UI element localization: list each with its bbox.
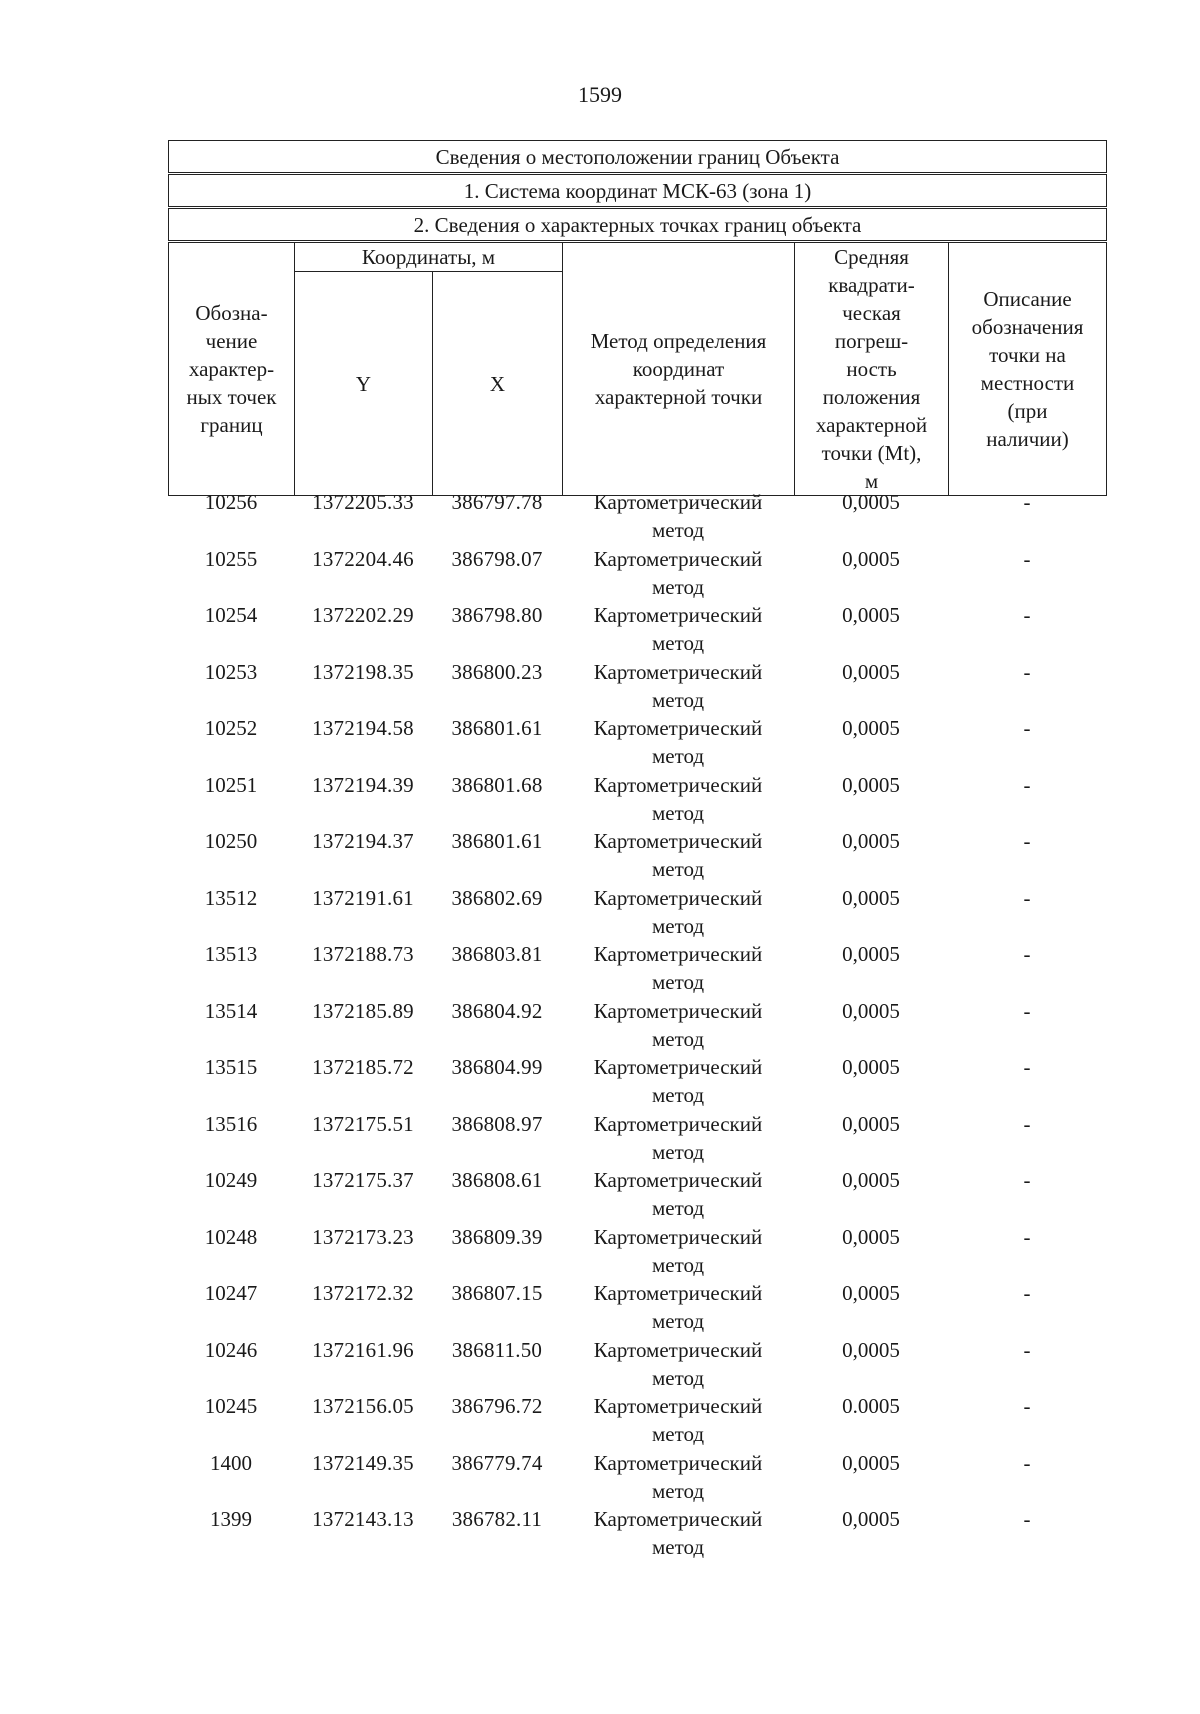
coordinate-x-cell: 386797.78 [451,490,543,514]
description-cell: - [1023,1111,1031,1136]
method-cell: Картометрический метод [593,1507,763,1559]
error-cell: 0,0005 [842,1055,900,1079]
method-cell: Картометрический метод [593,659,763,712]
point-id-cell: 1399 [210,1507,252,1531]
coordinate-y-cell: 1372156.05 [312,1394,414,1418]
error-cell: 0,0005 [842,1111,900,1136]
method-cell: Картометрический метод [593,716,763,768]
description-cell: - [1023,1507,1031,1531]
method-cell: Картометрический метод [593,885,763,938]
table-row [168,658,1106,715]
header-row-top [169,242,1107,272]
error-cell: 0,0005 [842,772,900,797]
header-point-id: Обозна- чение характер- ных точек границ [169,242,295,496]
error-cell: 0,0005 [842,829,900,853]
description-cell: - [1023,1450,1031,1475]
point-id-cell: 13513 [204,942,258,966]
error-cell: 0,0005 [842,1168,900,1192]
table-row [168,1053,1106,1110]
header-error: Средняя квадрати- ческая погреш- ность положения характерной точки (Mt), м [795,242,949,496]
table-row [168,1166,1106,1223]
description-cell: - [1023,998,1031,1023]
coordinate-x-cell: 386803.81 [451,942,543,966]
table-row [168,1279,1106,1336]
error-cell: 0,0005 [842,1507,900,1531]
table-row [168,1110,1106,1167]
coordinate-y-cell: 1372161.96 [312,1337,414,1362]
table-title: Сведения о местоположении границ Объекта [169,141,1107,174]
point-id-cell: 13516 [204,1111,258,1136]
coordinate-y-cell: 1372194.58 [312,716,414,740]
page-number: 1599 [578,82,622,107]
error-cell: 0,0005 [842,1337,900,1362]
coordinate-x-cell: 386800.23 [451,659,543,684]
error-cell: 0,0005 [842,1450,900,1475]
coordinate-x-cell: 386804.99 [451,1055,543,1079]
boundary-points-table [168,488,1106,1562]
coordinate-y-cell: 1372202.29 [312,603,414,627]
point-id-cell: 13515 [204,1055,258,1079]
point-id-cell: 10251 [204,772,258,797]
description-cell: - [1023,1337,1031,1362]
error-cell: 0,0005 [842,885,900,910]
point-id-cell: 10252 [204,716,258,740]
coordinate-x-cell: 386796.72 [451,1394,543,1418]
description-cell: - [1023,546,1031,571]
boundary-header-table [168,140,1107,496]
error-cell: 0.0005 [842,1394,900,1418]
coordinate-y-cell: 1372198.35 [312,659,414,684]
header-y: Y [295,272,433,496]
description-cell: - [1023,772,1031,797]
point-id-cell: 10253 [204,659,258,684]
table-row [168,884,1106,941]
coordinate-y-cell: 1372175.37 [312,1168,414,1192]
coordinate-x-cell: 386809.39 [451,1224,543,1249]
coordinate-x-cell: 386804.92 [451,998,543,1023]
point-id-cell: 10249 [204,1168,258,1192]
method-cell: Картометрический метод [593,1450,763,1503]
point-id-cell: 10245 [204,1394,258,1418]
table-row [168,997,1106,1054]
header-method: Метод определения координат характерной точки [563,242,795,496]
coordinate-x-cell: 386801.68 [451,772,543,797]
point-id-cell: 10256 [204,490,258,514]
description-cell: - [1023,603,1031,627]
point-id-cell: 10248 [204,1224,258,1249]
error-cell: 0,0005 [842,490,900,514]
method-cell: Картометрический метод [593,546,763,599]
coordinate-y-cell: 1372194.37 [312,829,414,853]
coordinate-y-cell: 1372185.72 [312,1055,414,1079]
method-cell: Картометрический метод [593,1394,763,1446]
coordinate-y-cell: 1372149.35 [312,1450,414,1475]
description-cell: - [1023,490,1031,514]
points-section-row [169,208,1107,242]
description-cell: - [1023,942,1031,966]
points-section-label: 2. Сведения о характерных точках границ объекта [169,208,1107,242]
table-row [168,714,1106,771]
coordinate-y-cell: 1372175.51 [312,1111,414,1136]
method-cell: Картометрический метод [593,1111,763,1164]
error-cell: 0,0005 [842,603,900,627]
table-title-row [169,141,1107,174]
coordinate-y-cell: 1372205.33 [312,490,414,514]
coordinate-y-cell: 1372143.13 [312,1507,414,1531]
coordinate-y-cell: 1372173.23 [312,1224,414,1249]
method-cell: Картометрический метод [593,490,763,542]
description-cell: - [1023,885,1031,910]
table-row [168,545,1106,602]
point-id-cell: 13512 [204,885,258,910]
header-x: X [433,272,563,496]
coordinate-x-cell: 386811.50 [451,1337,543,1362]
method-cell: Картометрический метод [593,1224,763,1277]
coordinate-x-cell: 386801.61 [451,829,543,853]
method-cell: Картометрический метод [593,772,763,825]
point-id-cell: 10247 [204,1281,258,1305]
coordinate-x-cell: 386802.69 [451,885,543,910]
method-cell: Картометрический метод [593,603,763,655]
boundary-points-body [168,488,1106,1562]
error-cell: 0,0005 [842,716,900,740]
table-row [168,827,1106,884]
method-cell: Картометрический метод [593,1055,763,1107]
error-cell: 0,0005 [842,546,900,571]
table-row [168,771,1106,828]
table-row [168,1505,1106,1562]
description-cell: - [1023,1281,1031,1305]
coordinate-y-cell: 1372185.89 [312,998,414,1023]
description-cell: - [1023,659,1031,684]
method-cell: Картометрический метод [593,1168,763,1220]
point-id-cell: 10246 [204,1337,258,1362]
coordinate-x-cell: 386807.15 [451,1281,543,1305]
coordinate-x-cell: 386801.61 [451,716,543,740]
point-id-cell: 1400 [210,1450,252,1475]
method-cell: Картометрический метод [593,942,763,994]
table-row [168,601,1106,658]
error-cell: 0,0005 [842,998,900,1023]
coordinate-y-cell: 1372191.61 [312,885,414,910]
point-id-cell: 10254 [204,603,258,627]
coordinate-x-cell: 386808.61 [451,1168,543,1192]
coordinate-x-cell: 386798.07 [451,546,543,571]
table-row [168,1223,1106,1280]
coordinate-x-cell: 386779.74 [451,1450,543,1475]
coordinate-y-cell: 1372204.46 [312,546,414,571]
method-cell: Картометрический метод [593,998,763,1051]
coordinate-system-row [169,174,1107,208]
point-id-cell: 13514 [204,998,258,1023]
error-cell: 0,0005 [842,1281,900,1305]
table-row [168,1392,1106,1449]
description-cell: - [1023,1168,1031,1192]
coordinate-y-cell: 1372188.73 [312,942,414,966]
coordinate-system-label: 1. Система координат МСК-63 (зона 1) [169,174,1107,208]
description-cell: - [1023,1394,1031,1418]
description-cell: - [1023,1224,1031,1249]
method-cell: Картометрический метод [593,829,763,881]
point-id-cell: 10255 [204,546,258,571]
method-cell: Картометрический метод [593,1281,763,1333]
table-row [168,1449,1106,1506]
header-coordinates: Координаты, м [295,242,563,272]
description-cell: - [1023,716,1031,740]
description-cell: - [1023,829,1031,853]
table-row [168,488,1106,545]
error-cell: 0,0005 [842,942,900,966]
error-cell: 0,0005 [842,659,900,684]
description-cell: - [1023,1055,1031,1079]
coordinate-x-cell: 386808.97 [451,1111,543,1136]
table-row [168,1336,1106,1393]
table-row [168,940,1106,997]
coordinate-y-cell: 1372172.32 [312,1281,414,1305]
point-id-cell: 10250 [204,829,258,853]
coordinate-x-cell: 386782.11 [451,1507,543,1531]
header-description: Описание обозначения точки на местности (при наличии) [949,242,1107,496]
coordinate-x-cell: 386798.80 [451,603,543,627]
method-cell: Картометрический метод [593,1337,763,1390]
coordinate-y-cell: 1372194.39 [312,772,414,797]
error-cell: 0,0005 [842,1224,900,1249]
